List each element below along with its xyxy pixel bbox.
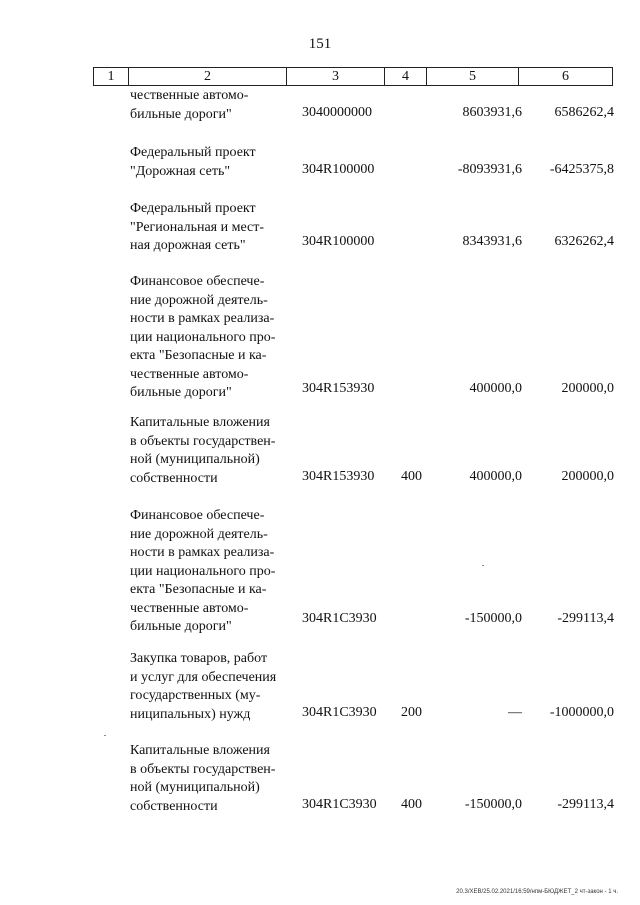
desc-line: государственных (му- xyxy=(130,688,261,703)
row-code: 304R153930 xyxy=(302,469,375,484)
row-description xyxy=(130,200,286,256)
row-value-6: -299113,4 xyxy=(557,611,614,626)
row-description xyxy=(130,144,286,181)
header-col-1: 1 xyxy=(94,68,129,85)
row-value-6: -1000000,0 xyxy=(549,705,614,720)
row-value-5: 400000,0 xyxy=(469,469,522,484)
desc-line: ции национального про- xyxy=(130,329,276,345)
desc-line: "Региональная и мест- xyxy=(130,219,265,235)
desc-line: екта "Безопасные и ка- xyxy=(130,348,267,363)
header-col-2: 2 xyxy=(129,68,287,85)
row-value-6: -6425375,8 xyxy=(549,162,614,177)
row-description xyxy=(130,87,286,124)
desc-line: Федеральный проект xyxy=(130,201,256,216)
desc-line: екта "Безопасные и ка- xyxy=(130,582,267,597)
desc-line: в объекты государствен- xyxy=(130,761,276,777)
row-description xyxy=(130,650,286,724)
desc-line: Капитальные вложения xyxy=(130,415,270,430)
desc-line: Закупка товаров, работ xyxy=(130,651,268,666)
row-value-5: -150000,0 xyxy=(464,797,522,812)
desc-line: "Дорожная сеть" xyxy=(130,163,231,179)
row-kind: 200 xyxy=(401,705,422,720)
row-value-5: -8093931,6 xyxy=(457,162,522,177)
row-value-5: 8343931,6 xyxy=(462,234,522,249)
row-code: 304R1C3930 xyxy=(302,705,377,720)
desc-line: чественные автомо- xyxy=(130,366,249,382)
scan-speck xyxy=(104,735,106,736)
desc-line: в объекты государствен- xyxy=(130,433,276,449)
row-description xyxy=(130,507,286,637)
desc-line: чественные автомо- xyxy=(130,88,249,103)
row-description xyxy=(130,273,286,403)
row-value-5: 400000,0 xyxy=(469,381,522,396)
desc-line: ной (муниципальной) xyxy=(130,780,260,795)
desc-line: Финансовое обеспече- xyxy=(130,508,265,523)
desc-line: ние дорожной деятель- xyxy=(130,526,268,542)
header-col-3: 3 xyxy=(287,68,385,85)
desc-line: и услуг для обеспечения xyxy=(130,669,277,685)
desc-line: Финансовое обеспече- xyxy=(130,274,265,289)
row-description xyxy=(130,742,286,816)
row-value-6: 6586262,4 xyxy=(554,105,614,120)
desc-line: ности в рамках реализа- xyxy=(130,311,275,326)
desc-line: ции национального про- xyxy=(130,563,276,579)
row-kind: 400 xyxy=(401,797,422,812)
header-col-5: 5 xyxy=(427,68,519,85)
desc-line: ная дорожная сеть" xyxy=(130,238,246,253)
header-col-6: 6 xyxy=(562,69,569,84)
page-number: 151 xyxy=(308,36,332,52)
row-value-6: 200000,0 xyxy=(561,469,614,484)
row-value-6: 200000,0 xyxy=(561,381,614,396)
row-kind: 400 xyxy=(401,469,422,484)
desc-line: ной (муниципальной) xyxy=(130,452,260,467)
desc-line: чественные автомо- xyxy=(130,600,249,616)
desc-line: Капитальные вложения xyxy=(130,743,270,758)
desc-line: бильные дороги" xyxy=(130,619,232,634)
desc-line: ние дорожной деятель- xyxy=(130,292,268,308)
table-header xyxy=(93,67,613,86)
row-value-5: -150000,0 xyxy=(464,611,522,626)
desc-line: ности в рамках реализа- xyxy=(130,545,275,560)
row-value-5: — xyxy=(508,705,522,720)
row-value-6: 6326262,4 xyxy=(554,234,614,249)
desc-line: собственности xyxy=(130,798,218,814)
scan-speck xyxy=(482,565,484,566)
document-footer-stamp: 20.3/ХЕВ/25.02.2021/16:59/нпм-БЮДЖЕТ_2 чт-закон - 1 ч. xyxy=(456,889,618,895)
desc-line: собственности xyxy=(130,470,218,486)
row-value-5: 8603931,6 xyxy=(462,105,522,120)
row-code: 304R100000 xyxy=(302,162,375,177)
row-description xyxy=(130,414,286,488)
desc-line: бильные дороги" xyxy=(130,106,232,122)
header-col-4: 4 xyxy=(385,68,427,85)
desc-line: бильные дороги" xyxy=(130,385,232,400)
desc-line: Федеральный проект xyxy=(130,145,256,160)
row-code: 304R153930 xyxy=(302,381,375,396)
row-code: 304R1C3930 xyxy=(302,611,377,626)
row-code: 304R100000 xyxy=(302,234,375,249)
row-value-6: -299113,4 xyxy=(557,797,614,812)
row-code: 304R1C3930 xyxy=(302,797,377,812)
row-code: 3040000000 xyxy=(302,105,372,120)
desc-line: ниципальных) нужд xyxy=(130,706,251,722)
